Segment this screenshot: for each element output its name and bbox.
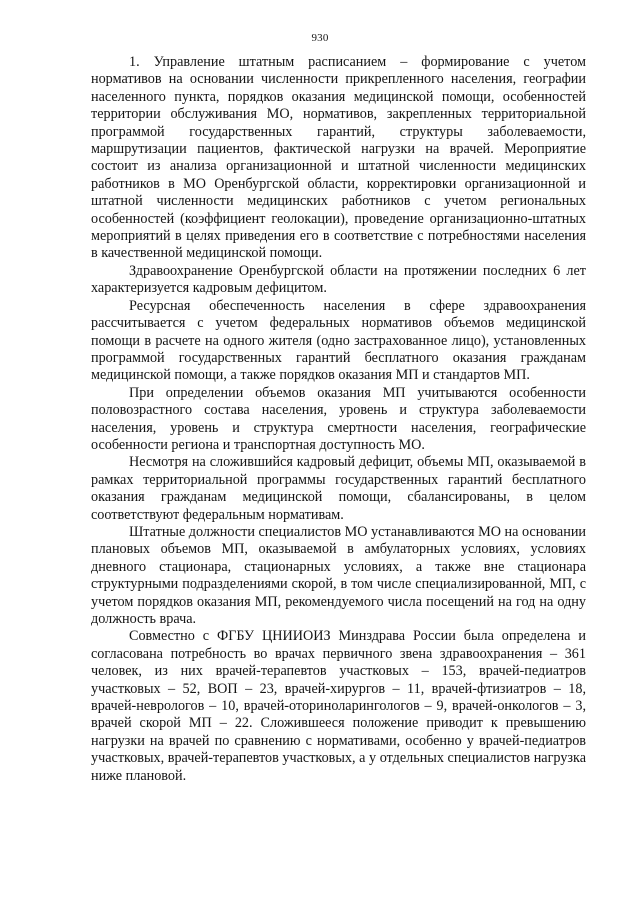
paragraph-volume-determination: При определении объемов оказания МП учитываются особенности половозрастного состава населения, уровень и структура заболеваемости населения, уровень и структура смертности населения, географические особенности региона и транспортная доступность МО. [91, 384, 586, 453]
document-body [91, 54, 586, 785]
paragraph-staffing-management: 1. Управление штатным расписанием – формирование с учетом нормативов на основании численности прикрепленного населения, географии населенного пункта, порядков оказания медицинской помощи, особенностей территории обслуживания МО, нормативов, закрепленных территориальной программой государственных гарантий, структуры заболеваемости, маршрутизации пациентов, фактической нагрузки на врачей. Мероприятие состоит из анализа организационной и штатной численности медицинских работников в МО Оренбургской области, корректировки организационной и штатной численности медицинских работников с учетом региональных особенностей (коэффициент геолокации), проведение организационно-штатных мероприятий в целях приведения его в соответствие с потребностями населения в качественной медицинской помощи. [91, 54, 586, 262]
paragraph-resource-provision: Ресурсная обеспеченность населения в сфере здравоохранения рассчитывается с учетом федеральных нормативов объемов медицинской помощи в расчете на одного жителя (одно застрахованное лицо), установленных программой государственных гарантий бесплатного оказания гражданам медицинской помощи, а также порядков оказания МП и стандартов МП. [91, 297, 586, 384]
paragraph-staff-positions: Штатные должности специалистов МО устанавливаются МО на основании плановых объемов МП, оказываемой в амбулаторных условиях, условиях дневного стационара, стационарных условиях, а также вне стационара структурными подразделениями скорой, в том числе специализированной, МП, с учетом порядков оказания МП, рекомендуемого числа посещений на год на одну должность врача. [91, 523, 586, 627]
paragraph-physician-need: Совместно с ФГБУ ЦНИИОИЗ Минздрава России была определена и согласована потребность во врачах первичного звена здравоохранения – 361 человек, из них врачей-терапевтов участковых – 153, врачей-педиатров участковых – 52, ВОП – 23, врачей-хирургов – 11, врачей-фтизиатров – 18, врачей-неврологов – 10, врачей-оториноларингологов – 9, врачей-онкологов – 3, врачей скорой МП – 22. Сложившееся положение приводит к превышению нагрузки на врачей по сравнению с нормативами, особенно у врачей-педиатров участковых, врачей-терапевтов участковых, а у отдельных специалистов нагрузка ниже плановой. [91, 628, 586, 784]
page-number: 930 [311, 32, 329, 44]
paragraph-staff-deficit: Здравоохранение Оренбургской области на протяжении последних 6 лет характеризуется кадровым дефицитом. [91, 262, 586, 297]
paragraph-balanced-volumes: Несмотря на сложившийся кадровый дефицит, объемы МП, оказываемой в рамках территориальной программы государственных гарантий бесплатного оказания гражданам медицинской помощи, сбалансированы, в целом соответствуют федеральным нормативам. [91, 454, 586, 523]
